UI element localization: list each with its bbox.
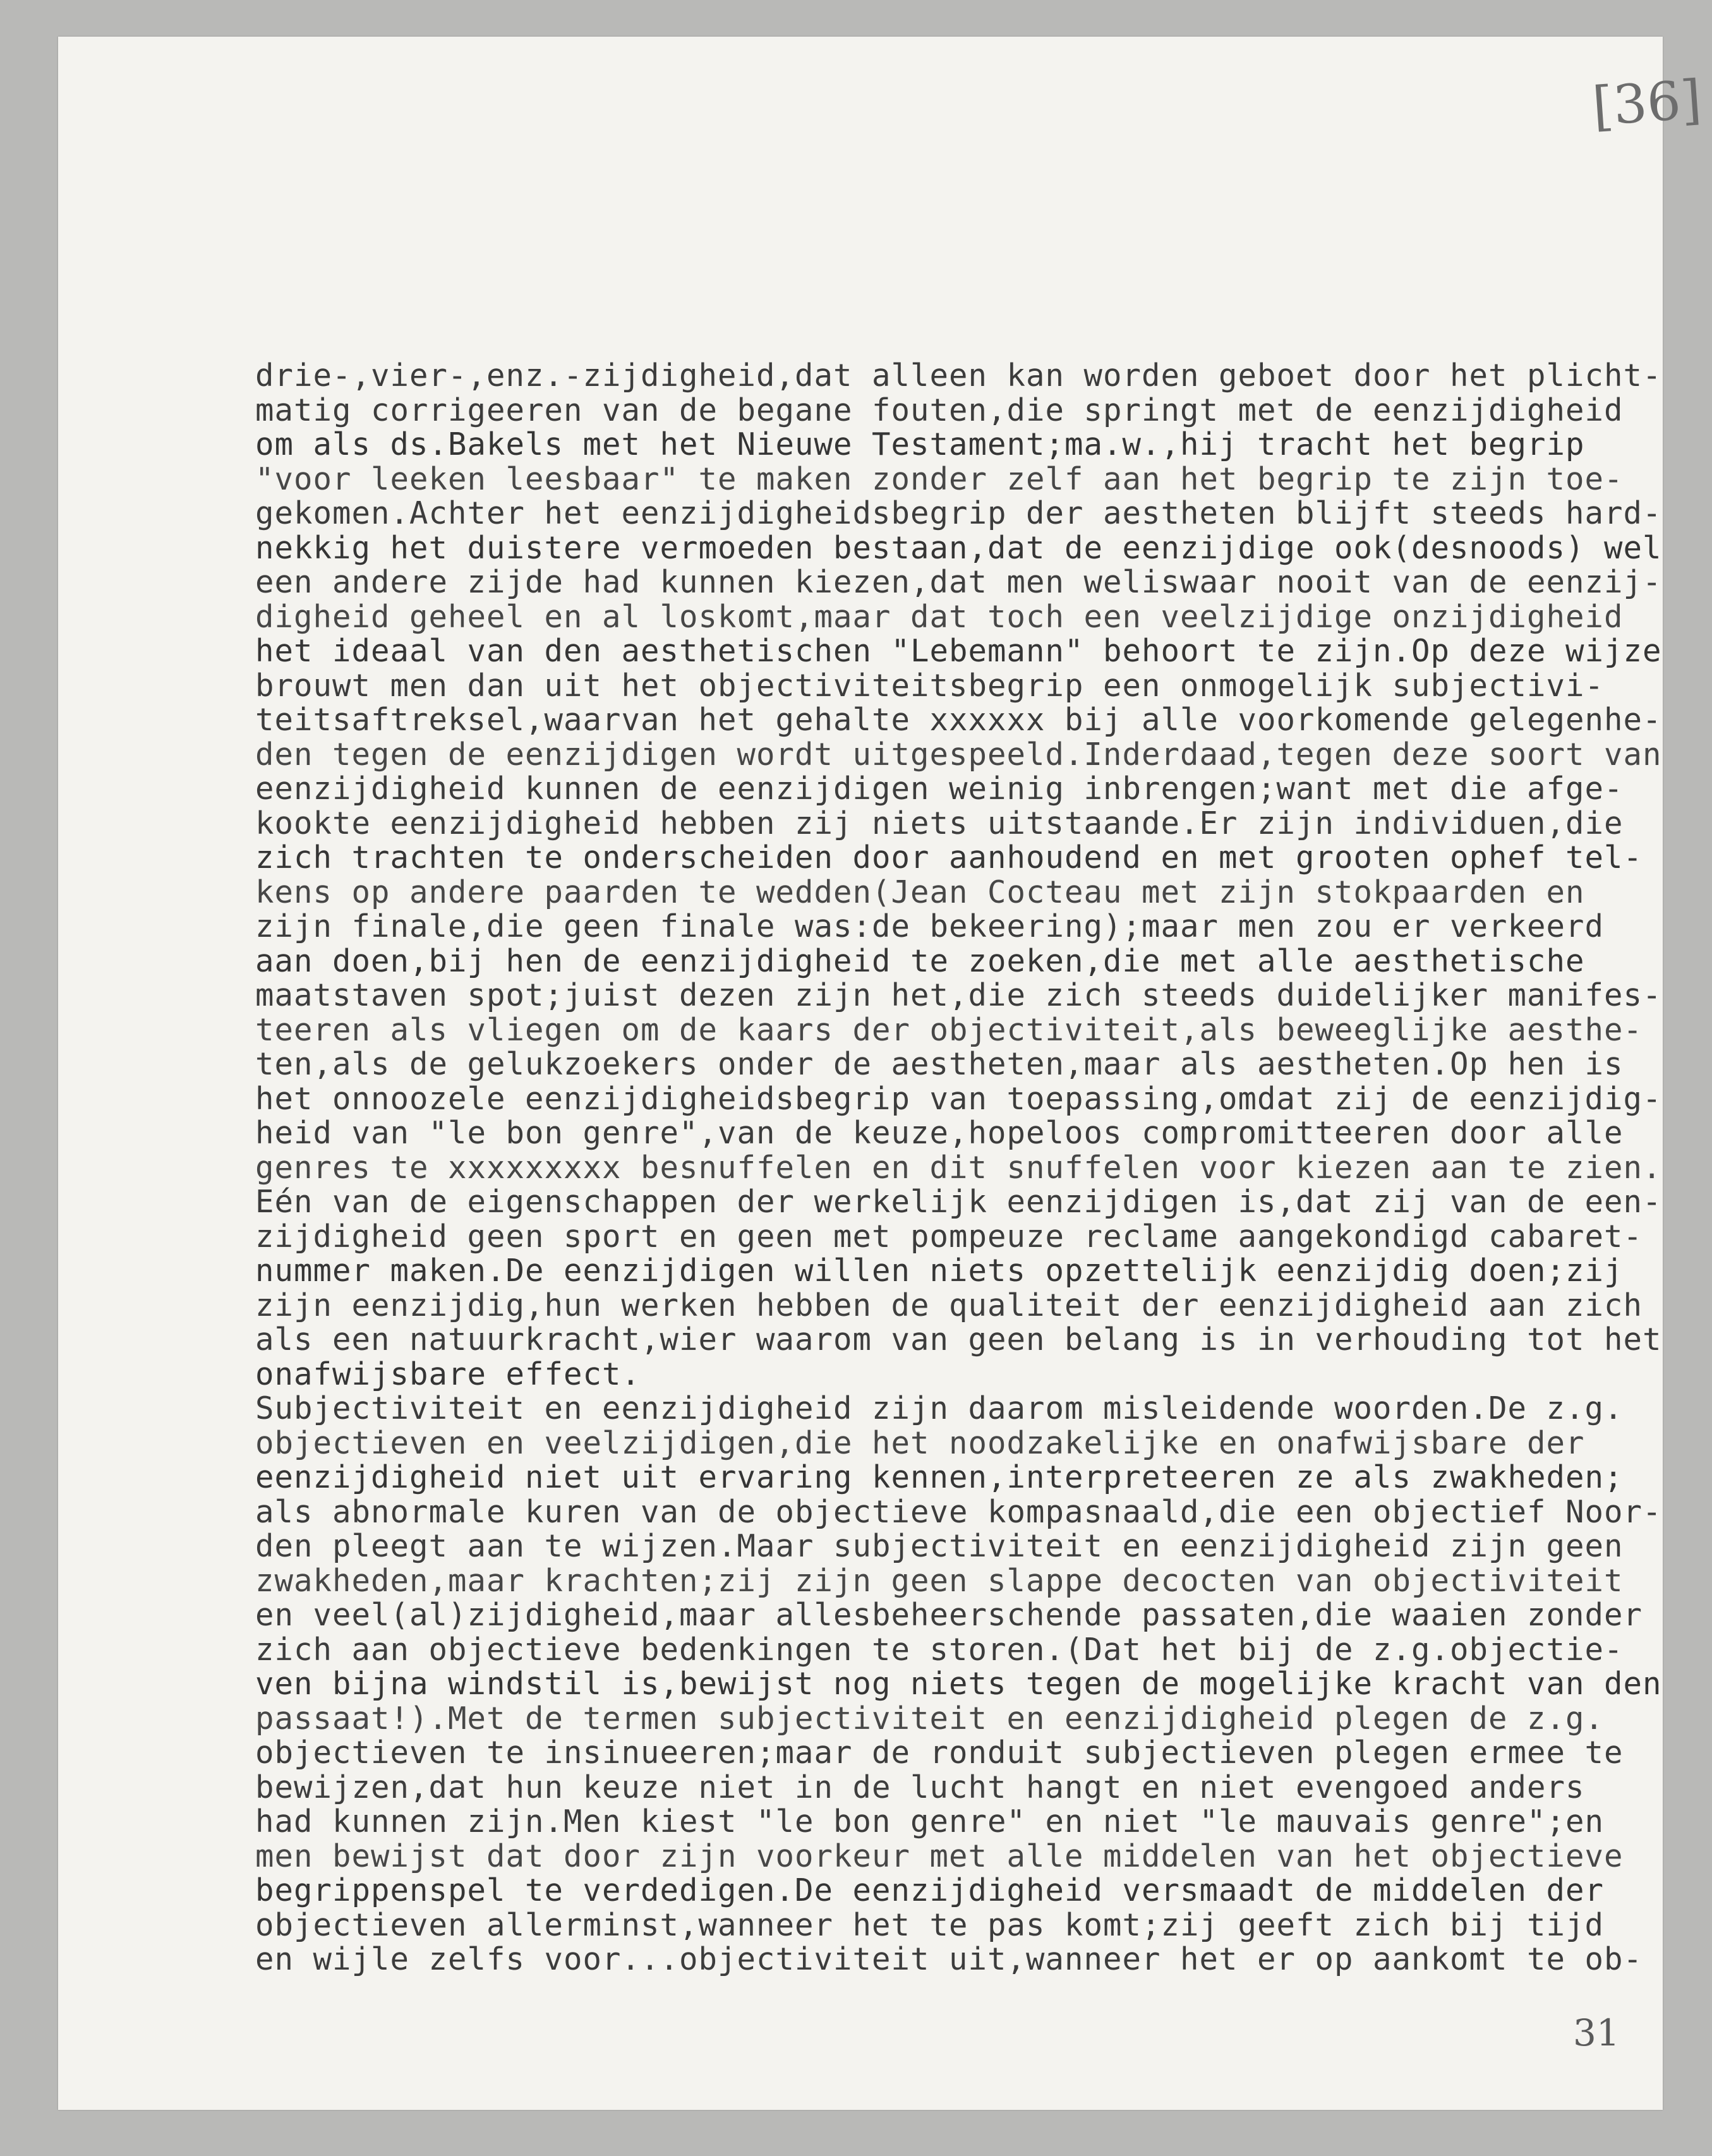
text-line: objectieven allerminst,wanneer het te pas komt;zij geeft zich bij tijd (255, 1908, 1605, 1942)
text-line: "voor leeken leesbaar" te maken zonder zelf aan het begrip te zijn toe- (255, 462, 1624, 497)
text-line: kens op andere paarden te wedden(Jean Cocteau met zijn stokpaarden en (255, 875, 1585, 910)
text-line: Subjectiviteit en eenzijdigheid zijn daarom misleidende woorden.De z.g. (255, 1392, 1624, 1426)
text-line: het onnoozele eenzijdigheidsbegrip van toepassing,omdat zij de eenzijdig- (255, 1081, 1662, 1116)
text-line: bewijzen,dat hun keuze niet in de lucht hangt en niet evengoed anders (255, 1770, 1585, 1805)
text-line: objectieven en veelzijdigen,die het noodzakelijke en onafwijsbare der (255, 1426, 1585, 1460)
text-line: ten,als de gelukzoekers onder de aestheten,maar als aestheten.Op hen is (255, 1047, 1624, 1082)
text-line: den pleegt aan te wijzen.Maar subjectiviteit en eenzijdigheid zijn geen (255, 1529, 1624, 1564)
text-line: eenzijdigheid kunnen de eenzijdigen weinig inbrengen;want met die afge- (255, 772, 1624, 807)
text-line: begrippenspel te verdedigen.De eenzijdigheid versmaadt de middelen der (255, 1874, 1605, 1908)
archive-page-number: [36] (1590, 68, 1704, 138)
text-line: een andere zijde had kunnen kiezen,dat men weliswaar nooit van de eenzij- (255, 565, 1662, 600)
text-line: als een natuurkracht,wier waarom van geen belang is in verhouding tot het (255, 1323, 1662, 1358)
text-line: genres te xxxxxxxxx besnuffelen en dit snuffelen voor kiezen aan te zien. (255, 1150, 1662, 1185)
text-line: om als ds.Bakels met het Nieuwe Testament;ma.w.,hij tracht het begrip (255, 428, 1585, 462)
text-line: eenzijdigheid niet uit ervaring kennen,interpreteeren ze als zwakheden; (255, 1460, 1624, 1495)
typescript-page (58, 37, 1704, 2110)
text-line: ven bijna windstil is,bewijst nog niets tegen de mogelijke kracht van den (255, 1667, 1662, 1702)
text-line: men bewijst dat door zijn voorkeur met alle middelen van het objectieve (255, 1839, 1624, 1874)
text-line: gekomen.Achter het eenzijdigheidsbegrip der aestheten blijft steeds hard- (255, 497, 1662, 531)
text-line: zwakheden,maar krachten;zij zijn geen slappe decocten van objectiviteit (255, 1563, 1624, 1598)
typed-text-body (255, 359, 1712, 1976)
text-line: en wijle zelfs voor...objectiviteit uit,wanneer het er op aankomt te ob- (255, 1942, 1643, 1976)
text-line: zijn eenzijdig,hun werken hebben de qualiteit der eenzijdigheid aan zich (255, 1288, 1643, 1323)
text-line: onafwijsbare effect. (255, 1357, 641, 1392)
text-line: zijdigheid geen sport en geen met pompeuze reclame aangekondigd cabaret- (255, 1219, 1643, 1254)
text-line: teeren als vliegen om de kaars der objectiviteit,als beweeglijke aesthe- (255, 1013, 1643, 1047)
text-line: teitsaftreksel,waarvan het gehalte xxxxxx bij alle voorkomende gelegenhe- (255, 703, 1662, 738)
text-line: passaat!).Met de termen subjectiviteit en eenzijdigheid plegen de z.g. (255, 1701, 1605, 1736)
text-line: zich trachten te onderscheiden door aanhoudend en met grooten ophef tel- (255, 841, 1643, 876)
text-line: brouwt men dan uit het objectiviteitsbegrip een onmogelijk subjectivi- (255, 668, 1605, 703)
text-line: en veel(al)zijdigheid,maar allesbeheerschende passaten,die waaien zonder (255, 1598, 1643, 1633)
text-line: aan doen,bij hen de eenzijdigheid te zoeken,die met alle aesthetische (255, 944, 1585, 979)
handwritten-page-number: 31 (1573, 2011, 1620, 2054)
text-line: nummer maken.De eenzijdigen willen niets opzettelijk eenzijdig doen;zij (255, 1254, 1624, 1289)
text-line: digheid geheel en al loskomt,maar dat toch een veelzijdige onzijdigheid (255, 599, 1624, 634)
text-line: Eén van de eigenschappen der werkelijk eenzijdigen is,dat zij van de een- (255, 1185, 1662, 1220)
text-line: kookte eenzijdigheid hebben zij niets uitstaande.Er zijn individuen,die (255, 806, 1624, 841)
text-line: nekkig het duistere vermoeden bestaan,dat de eenzijdige ook(desnoods) wel (255, 531, 1662, 565)
text-line: matig corrigeeren van de begane fouten,die springt met de eenzijdigheid (255, 393, 1624, 428)
text-line: had kunnen zijn.Men kiest "le bon genre" en niet "le mauvais genre";en (255, 1805, 1605, 1840)
text-line: zijn finale,die geen finale was:de bekeering);maar men zou er verkeerd (255, 910, 1605, 944)
text-line: drie-,vier-,enz.-zijdigheid,dat alleen kan worden geboet door het plicht- (255, 359, 1662, 394)
text-line: heid van "le bon genre",van de keuze,hopeloos compromitteeren door alle (255, 1116, 1624, 1151)
text-line: als abnormale kuren van de objectieve kompasnaald,die een objectief Noor- (255, 1495, 1662, 1529)
text-line: maatstaven spot;juist dezen zijn het,die zich steeds duidelijker manifes- (255, 979, 1662, 1013)
text-line: objectieven te insinueeren;maar de ronduit subjectieven plegen ermee te (255, 1736, 1624, 1771)
text-line: zich aan objectieve bedenkingen te storen.(Dat het bij de z.g.objectie- (255, 1632, 1624, 1667)
text-line: den tegen de eenzijdigen wordt uitgespeeld.Inderdaad,tegen deze soort van (255, 737, 1662, 772)
text-line: het ideaal van den aesthetischen "Lebemann" behoort te zijn.Op deze wijze (255, 634, 1662, 669)
